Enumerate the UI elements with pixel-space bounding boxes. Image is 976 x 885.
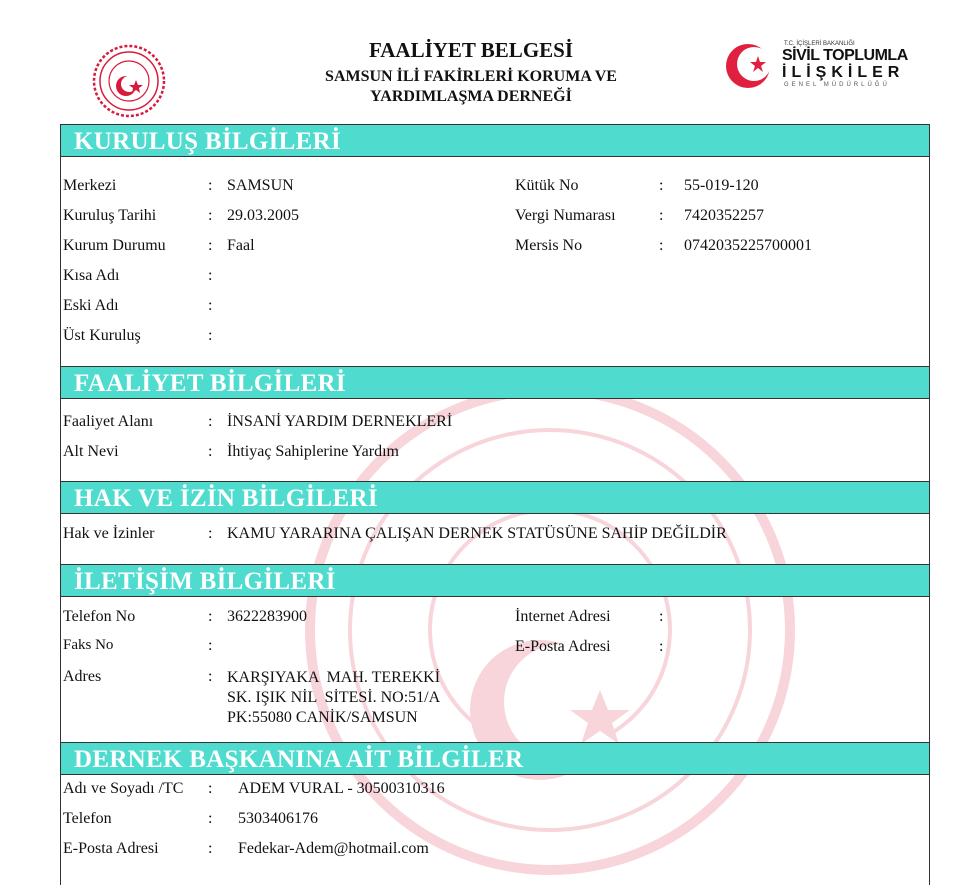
value-kurum-durumu: Faal [227,237,255,254]
label-alt-nevi: Alt Nevi [63,443,119,460]
section-heading-hak-izin: HAK VE İZİN BİLGİLERİ [61,481,929,514]
colon: : [659,207,664,224]
logo-line2: İLİŞKİLER [782,64,905,81]
adres-line2: SK. IŞIK NİL SİTESİ. NO:51/A [227,689,441,706]
label-adres: Adres [63,668,102,685]
value-kurulus-tarihi: 29.03.2005 [227,207,299,224]
label-ust-kurulus: Üst Kuruluş [63,327,141,344]
value-ad-soyad-tc: ADEM VURAL - 30500310316 [238,780,445,797]
association-name [290,67,652,107]
colon: : [208,840,213,857]
value-telefon-no: 3622283900 [227,608,307,625]
adres-line1: KARŞIYAKA MAH. TEREKKİ [227,669,441,686]
document-title: FAALİYET BELGESİ [368,38,574,62]
section-heading-baskan: DERNEK BAŞKANINA AİT BİLGİLER [61,742,929,775]
colon: : [208,267,213,284]
logo-line1: SİVİL TOPLUMLA [782,47,908,64]
label-kurulus-tarihi: Kuruluş Tarihi [63,207,157,224]
section-heading-iletisim: İLETİŞİM BİLGİLERİ [61,564,929,597]
value-vergi-numarasi: 7420352257 [684,207,764,224]
label-faaliyet-alani: Faaliyet Alanı [63,413,154,430]
logo-line3: GENEL MÜDÜRLÜĞÜ [784,82,890,88]
label-eposta-adresi: E-Posta Adresi [515,638,611,655]
association-name-line1: SAMSUN İLİ FAKİRLERİ KORUMA VE [325,68,617,85]
label-kutuk-no: Kütük No [515,177,579,194]
logo-ministry-text: T.C. İÇİŞLERİ BAKANLIĞI [784,41,855,47]
colon: : [208,237,213,254]
label-eski-adi: Eski Adı [63,297,119,314]
colon: : [659,608,664,625]
adres-line3: PK:55080 CANİK/SAMSUN [227,709,418,726]
colon: : [208,608,213,625]
colon: : [208,637,213,654]
colon: : [208,413,213,430]
label-vergi-numarasi: Vergi Numarası [515,207,616,224]
label-faks-no: Faks No [63,637,114,653]
value-adres [227,668,440,728]
colon: : [208,525,213,542]
colon: : [208,810,213,827]
value-mersis-no: 0742035225700001 [684,237,812,254]
label-merkezi: Merkezi [63,177,117,194]
colon: : [208,297,213,314]
label-internet-adresi: İnternet Adresi [515,608,611,625]
label-mersis-no: Mersis No [515,237,583,254]
stk-logo-mark [724,42,774,90]
colon: : [659,237,664,254]
value-faaliyet-alani: İNSANİ YARDIM DERNEKLERİ [227,413,453,430]
association-name-line2: YARDIMLAŞMA DERNEĞİ [370,88,572,105]
colon: : [208,668,213,685]
value-kutuk-no: 55-019-120 [684,177,759,194]
label-kisa-adi: Kısa Adı [63,267,120,284]
label-hak-izinler: Hak ve İzinler [63,525,155,542]
section-heading-kurulus: KURULUŞ BİLGİLERİ [61,124,929,157]
ministry-seal-logo [92,44,166,118]
label-baskan-telefon: Telefon [63,810,112,827]
colon: : [208,780,213,797]
value-merkezi: SAMSUN [227,177,294,194]
label-telefon-no: Telefon No [63,608,136,625]
colon: : [659,177,664,194]
value-alt-nevi: İhtiyaç Sahiplerine Yardım [227,443,399,460]
section-heading-faaliyet: FAALİYET BİLGİLERİ [61,366,929,399]
colon: : [208,443,213,460]
label-kurum-durumu: Kurum Durumu [63,237,166,254]
colon: : [208,327,213,344]
value-baskan-telefon: 5303406176 [238,810,318,827]
value-baskan-eposta: Fedekar-Adem@hotmail.com [238,840,429,857]
label-ad-soyad-tc: Adı ve Soyadı /TC [63,780,184,797]
colon: : [659,638,664,655]
label-baskan-eposta: E-Posta Adresi [63,840,159,857]
value-hak-izinler: KAMU YARARINA ÇALIŞAN DERNEK STATÜSÜNE SAHİP DEĞİLDİR [227,525,727,542]
colon: : [208,177,213,194]
colon: : [208,207,213,224]
